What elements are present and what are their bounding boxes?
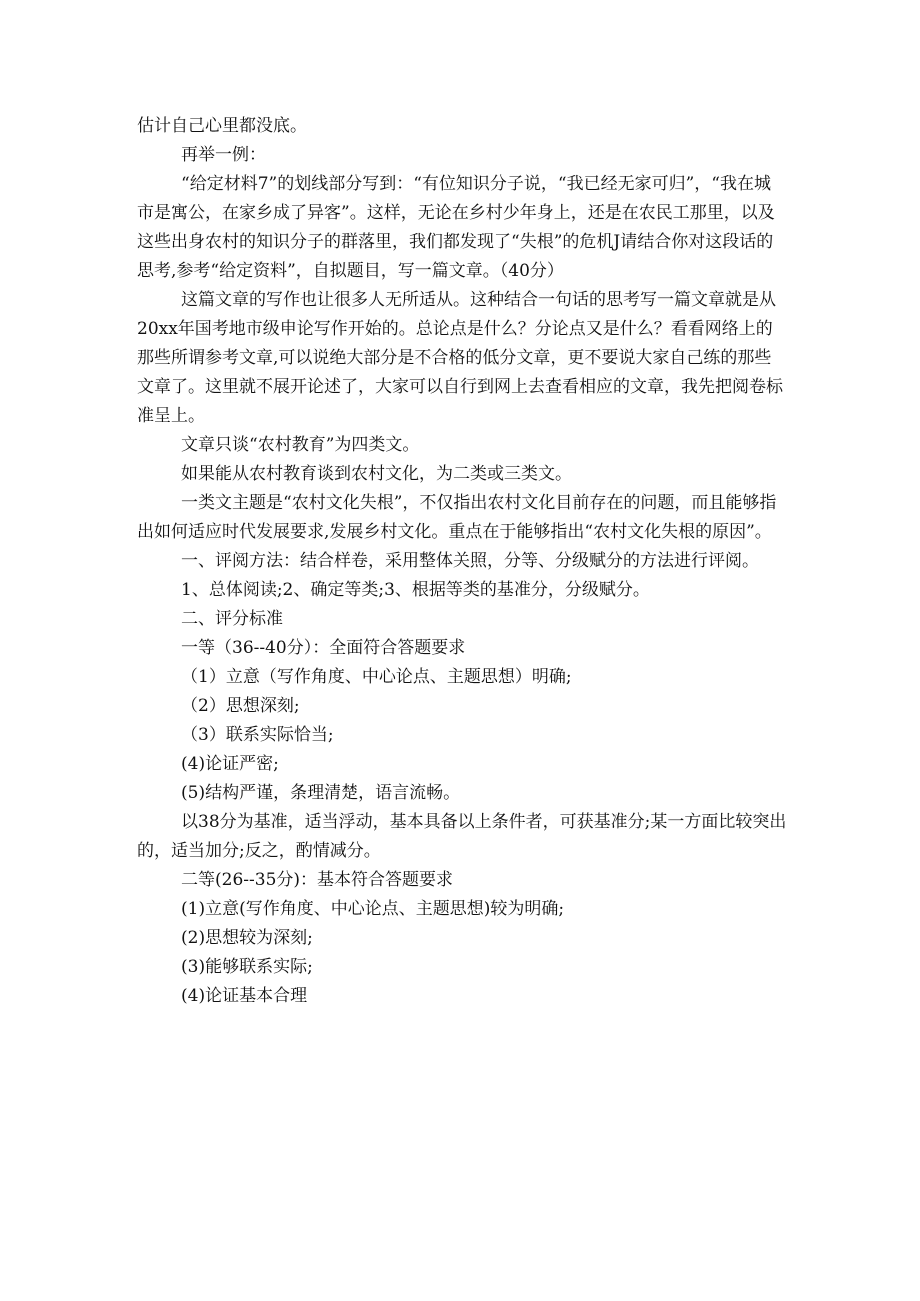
heading-scoring-standard: 二、评分标准 bbox=[181, 609, 283, 629]
heading-first-grade: 一等（36--40分）：全面符合答题要求 bbox=[181, 638, 466, 658]
paragraph-class-four: 文章只谈“农村教育”为四类文。 bbox=[181, 435, 420, 455]
list-item-first-grade-5: (5)结构严谨，条理清楚，语言流畅。 bbox=[181, 783, 461, 803]
list-item-first-grade-2: （2）思想深刻; bbox=[181, 696, 300, 716]
list-item-first-grade-3: （3）联系实际恰当; bbox=[181, 725, 334, 745]
heading-second-grade: 二等(26--35分)：基本符合答题要求 bbox=[181, 870, 454, 890]
paragraph-class-two-three: 如果能从农村教育谈到农村文化，为二类或三类文。 bbox=[181, 464, 572, 484]
paragraph-first-grade-baseline: 以38分为基准，适当浮动，基本具备以上条件者，可获基准分;某一方面比较突出的，适当加分;反之，酌情减分。 bbox=[137, 812, 787, 861]
list-item-second-grade-1: (1)立意(写作角度、中心论点、主题思想)较为明确; bbox=[181, 899, 565, 919]
list-item-second-grade-3: (3)能够联系实际; bbox=[181, 957, 313, 977]
paragraph-review-method: 一、评阅方法：结合样卷，采用整体关照，分等、分级赋分的方法进行评阅。 bbox=[181, 551, 759, 571]
list-item-first-grade-1: （1）立意（写作角度、中心论点、主题思想）明确; bbox=[181, 667, 572, 687]
list-item-second-grade-2: (2)思想较为深刻; bbox=[181, 928, 313, 948]
paragraph-material-7-prompt: “给定材料7”的划线部分写到：“有位知识分子说，“我已经无家可归”，“我在城市是寓公，在家乡成了异客”。这样，无论在乡村少年身上，还是在农民工那里，以及这些出身农村的知识分子的群落里，我们都发现了“失根”的危机J请结合你对这段话的思考,参考“给定资料”，自拟题目，写一篇文章。（40分） bbox=[137, 174, 775, 281]
list-item-first-grade-4: (4)论证严密; bbox=[181, 754, 279, 774]
paragraph-class-one: 一类文主题是“农村文化失根”，不仅指出农村文化目前存在的问题，而且能够指出如何适应时代发展要求,发展乡村文化。重点在于能够指出“农村文化失根的原因”。 bbox=[137, 493, 777, 542]
list-item-second-grade-4: (4)论证基本合理 bbox=[181, 986, 308, 1006]
paragraph-writing-difficulty: 这篇文章的写作也让很多人无所适从。这种结合一句话的思考写一篇文章就是从20xx年国考地市级申论写作开始的。总论点是什么？分论点又是什么？看看网络上的那些所谓参考文章,可以说绝大部分是不合格的低分文章，更不要说大家自己练的那些文章了。这里就不展开论述了，大家可以自行到网上去查看相应的文章，我先把阅卷标准呈上。 bbox=[137, 290, 783, 426]
paragraph-review-steps: 1、总体阅读;2、确定等类;3、根据等类的基准分，分级赋分。 bbox=[181, 580, 650, 600]
paragraph-continuation: 估计自己心里都没底。 bbox=[137, 116, 307, 136]
paragraph-another-example: 再举一例： bbox=[181, 145, 266, 165]
document-page bbox=[137, 112, 787, 1011]
